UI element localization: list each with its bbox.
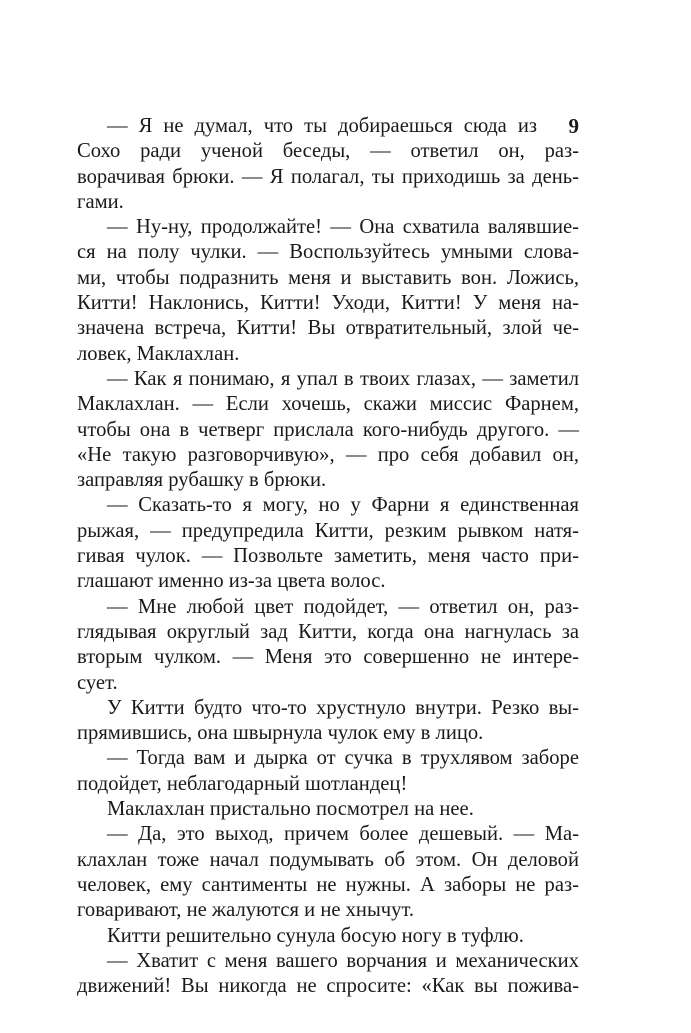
text-line: Маклахлан пристально посмотрел на нее.	[107, 798, 474, 821]
text-line: сует.	[77, 671, 118, 694]
text-line: — Как я понимаю, я упал в твоих глазах, — заметил	[107, 367, 579, 390]
text-line: значена встреча, Китти! Вы отвратительный, злой че-	[77, 317, 579, 340]
text-line: — Тогда вам и дырка от сучка в трухлявом заборе	[107, 747, 579, 770]
text-line: подойдет, неблагодарный шотландец!	[77, 772, 408, 795]
text-line: вторым чулком. — Меня это совершенно не интере-	[77, 646, 579, 669]
text-line: рыжая, — предупредила Китти, резким рывком натя-	[77, 519, 579, 542]
page	[77, 114, 579, 999]
text-line: — Ну-ну, продолжайте! — Она схватила валявшие-	[107, 216, 579, 239]
text-line: гами.	[77, 190, 124, 213]
text-line: гивая чулок. — Позвольте заметить, меня часто при-	[77, 545, 579, 568]
text-line: прямившись, она швырнула чулок ему в лицо.	[77, 722, 484, 745]
text-line: — Хватит с меня вашего ворчания и механических	[107, 949, 579, 972]
text-line: — Сказать-то я могу, но у Фарни я единственная	[107, 494, 579, 517]
text-line: говаривают, не жалуются и не хнычут.	[77, 899, 415, 922]
text-line: У Китти будто что-то хрустнуло внутри. Резко вы-	[107, 696, 579, 719]
text-line: — Мне любой цвет подойдет, — ответил он, раз-	[107, 595, 579, 618]
text-line: «Не такую разговорчивую», — про себя добавил он,	[77, 443, 579, 466]
text-line: ворачивая брюки. — Я полагал, ты приходишь за день-	[77, 165, 579, 188]
text-line: Китти! Наклонись, Китти! Уходи, Китти! У меня на-	[77, 292, 579, 315]
text-line: движений! Вы никогда не спросите: «Как вы пожива-	[77, 975, 579, 998]
text-line: ловек, Маклахлан.	[77, 342, 240, 365]
text-line: глашают именно из-за цвета волос.	[77, 570, 386, 593]
text-line: — Да, это выход, причем более дешевый. — Ма-	[107, 823, 579, 846]
text-line: Китти решительно сунула босую ногу в туфлю.	[107, 924, 524, 947]
text-line: Сохо ради ученой беседы, — ответил он, раз-	[77, 140, 579, 163]
text-line: чтобы она в четверг прислала кого-нибудь другого. —	[77, 418, 579, 441]
text-line: клахлан тоже начал подумывать об этом. Он деловой	[77, 848, 579, 871]
text-line: ми, чтобы подразнить меня и выставить вон. Ложись,	[77, 266, 579, 289]
body-text	[77, 114, 579, 999]
text-line: заправляя рубашку в брюки.	[77, 469, 327, 492]
text-line: человек, ему сантименты не нужны. А заборы не раз-	[77, 873, 579, 896]
text-line: ся на полу чулки. — Воспользуйтесь умными слова-	[77, 241, 579, 264]
page-number: 9	[568, 114, 579, 138]
text-line: глядывая округлый зад Китти, когда она нагнулась за	[77, 620, 579, 643]
text-line: — Я не думал, что ты добираешься сюда из	[107, 115, 537, 137]
text-line: Маклахлан. — Если хочешь, скажи миссис Фарнем,	[77, 393, 579, 416]
